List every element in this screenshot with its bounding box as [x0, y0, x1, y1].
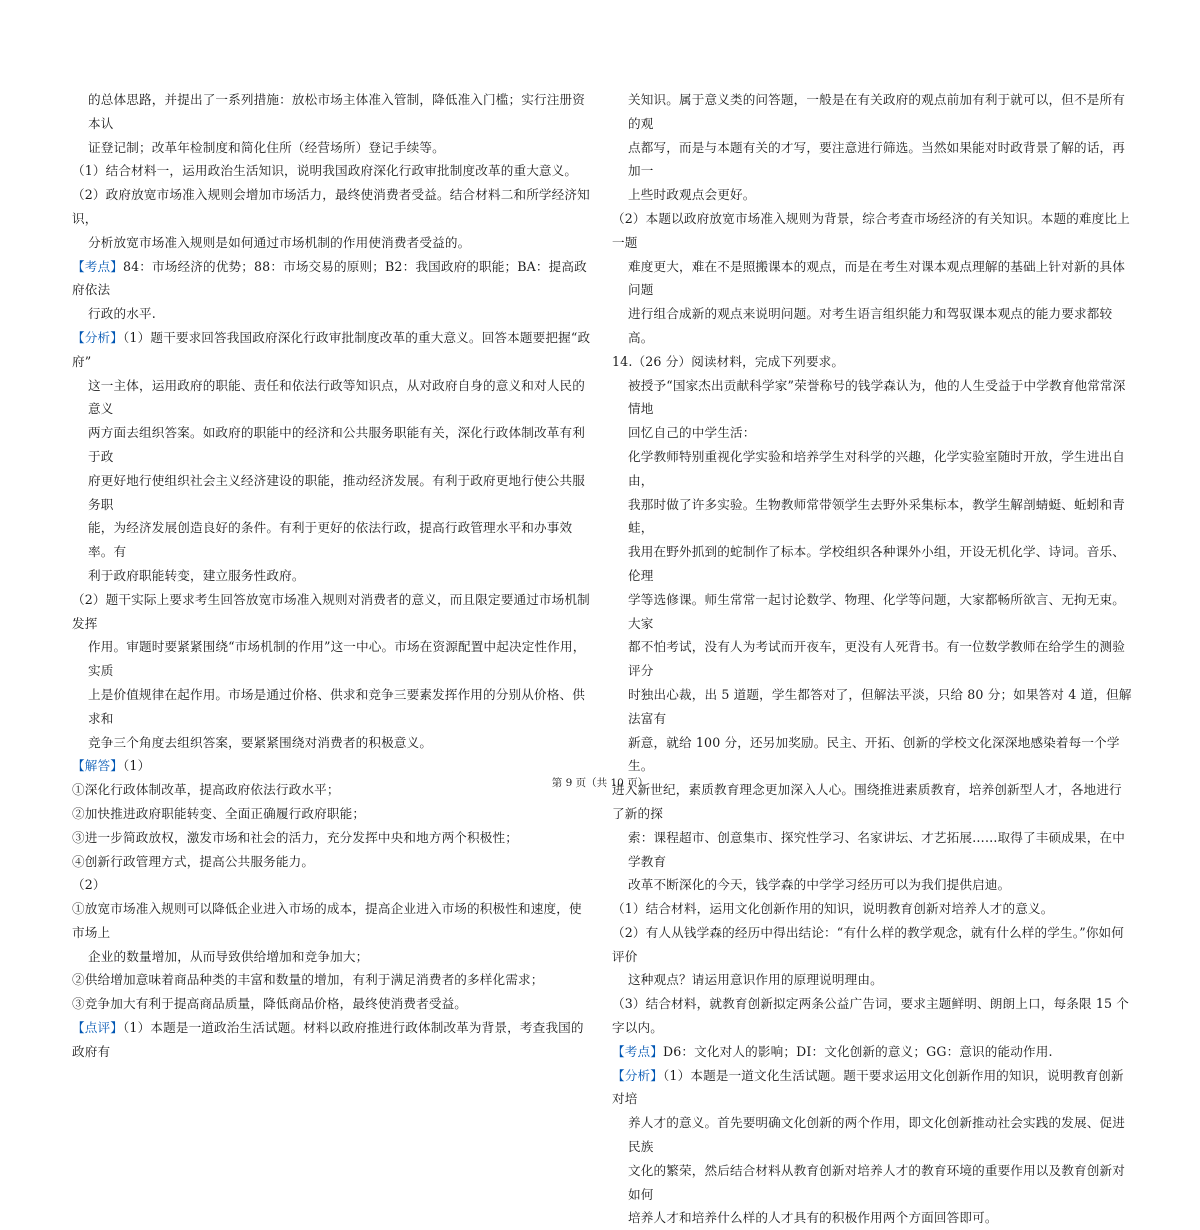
- text-line: [72, 945, 592, 969]
- line-text: 新意，就给 100 分，还另加奖励。民主、开拓、创新的学校文化深深地感染着每一个学生。: [628, 734, 1120, 774]
- line-text: 企业的数量增加，从而导致供给增加和竞争加大；: [88, 948, 369, 964]
- line-text: 14.（26 分）阅读材料，完成下列要求。: [612, 353, 845, 369]
- text-line: [72, 516, 592, 564]
- text-line: [72, 255, 592, 303]
- line-text: （1）结合材料，运用文化创新作用的知识，说明教育创新对培养人才的意义。: [612, 901, 1054, 917]
- text-line: [612, 421, 1132, 445]
- section-label: 【解答】: [72, 758, 123, 774]
- text-line: [72, 873, 592, 897]
- text-line: [72, 469, 592, 517]
- text-line: [612, 897, 1132, 921]
- line-text: 竞争三个角度去组织答案，要紧紧围绕对消费者的积极意义。: [88, 734, 433, 750]
- line-text: 府更好地行使组织社会主义经济建设的职能，推动经济发展。有利于政府更地行使公共服务职: [88, 472, 586, 512]
- text-line: [612, 968, 1132, 992]
- text-line: [612, 88, 1132, 136]
- text-line: [72, 1016, 592, 1064]
- line-text: 两方面去组织答案。如政府的职能中的经济和公共服务职能有关，深化行政体制改革有利于政: [88, 425, 586, 464]
- text-line: [72, 992, 592, 1016]
- line-text: 作用。审题时要紧紧围绕“市场机制的作用”这一中心。市场在资源配置中起决定性作用，实质: [88, 639, 586, 679]
- text-line: [72, 374, 592, 422]
- line-text: 点都写，而是与本题有关的才写，要注意进行筛选。当然如果能对时政背景了解的话，再加一: [628, 139, 1126, 179]
- line-text: 分析放宽市场准入规则是如何通过市场机制的作用使消费者受益的。: [88, 234, 471, 250]
- line-text: 关知识。属于意义类的问答题，一般是在有关政府的观点前加有利于就可以，但不是所有的观: [628, 92, 1126, 131]
- line-text: 养人才的意义。首先要明确文化创新的两个作用，即文化创新推动社会实践的发展、促进民族: [628, 1115, 1126, 1155]
- section-label: 【分析】: [72, 329, 123, 345]
- text-line: [612, 350, 1132, 374]
- line-text: 上些时政观点会更好。: [628, 187, 756, 203]
- text-line: [612, 445, 1132, 493]
- line-text: 回忆自己的中学生活：: [628, 425, 756, 441]
- text-line: [72, 683, 592, 731]
- text-line: [72, 231, 592, 255]
- text-line: [612, 207, 1132, 255]
- section-label: 【分析】: [612, 1067, 663, 1083]
- line-text: （2）本题以政府放宽市场准入规则为背景，综合考查市场经济的有关知识。本题的难度比上一题: [612, 210, 1130, 250]
- left-column: [72, 88, 592, 1064]
- right-column: [612, 88, 1132, 1230]
- line-text: ③竞争加大有利于提高商品质量，降低商品价格，最终使消费者受益。: [72, 996, 468, 1012]
- text-line: [612, 1206, 1132, 1230]
- text-line: [612, 683, 1132, 731]
- line-text: 索：课程超市、创意集市、探究性学习、名家讲坛、才艺拓展……取得了丰硕成果，在中学教育: [628, 829, 1126, 869]
- line-text: ③进一步简政放权，激发市场和社会的活力，充分发挥中央和地方两个积极性；: [72, 829, 519, 845]
- text-line: [612, 921, 1132, 969]
- text-line: [72, 88, 592, 136]
- line-text: 时独出心裁，出 5 道题，学生都答对了，但解法平淡，只给 80 分；如果答对 4 道，但解法富有: [628, 686, 1132, 726]
- text-line: [72, 183, 592, 231]
- line-text: ①深化行政体制改革，提高政府依法行政水平；: [72, 782, 340, 798]
- text-line: [72, 850, 592, 874]
- line-text: （1）题干要求回答我国政府深化行政审批制度改革的重大意义。回答本题要把握“政府”: [72, 329, 591, 369]
- text-line: [72, 421, 592, 469]
- text-line: [612, 1040, 1132, 1064]
- line-text: D6：文化对人的影响；DI：文化创新的意义；GG：意识的能动作用.: [662, 1043, 1053, 1059]
- text-line: [612, 374, 1132, 422]
- text-line: [72, 968, 592, 992]
- text-line: [72, 136, 592, 160]
- text-line: [72, 635, 592, 683]
- line-text: 进行组合成新的观点来说明问题。对考生语言组织能力和驾驭课本观点的能力要求都较高。: [628, 306, 1113, 345]
- line-text: （1）结合材料一，运用政治生活知识，说明我国政府深化行政审批制度改革的重大意义。: [72, 163, 578, 179]
- line-text: ②加快推进政府职能转变、全面正确履行政府职能；: [72, 805, 366, 821]
- line-text: （2）题干实际上要求考生回答放宽市场准入规则对消费者的意义，而且限定要通过市场机制发挥: [72, 591, 590, 631]
- line-text: 培养人才和培养什么样的人才具有的积极作用两个方面回答即可。: [628, 1210, 998, 1226]
- text-line: [72, 564, 592, 588]
- line-text: （1）: [122, 758, 151, 774]
- text-line: [612, 1111, 1132, 1159]
- line-text: 利于政府职能转变，建立服务性政府。: [88, 567, 305, 583]
- text-line: [72, 326, 592, 374]
- line-text: 的总体思路，并提出了一系列措施：放松市场主体准入管制，降低准入门槛；实行注册资本认: [88, 92, 586, 131]
- text-line: [612, 136, 1132, 184]
- line-text: （2）政府放宽市场准入规则会增加市场活力，最终使消费者受益。结合材料二和所学经济知识，: [72, 187, 590, 226]
- text-line: [72, 802, 592, 826]
- line-text: ①放宽市场准入规则可以降低企业进入市场的成本，提高企业进入市场的积极性和速度，使市场上: [72, 901, 582, 940]
- text-line: [612, 302, 1132, 350]
- page-footer: 第 9 页（共 10 页）: [551, 777, 649, 789]
- text-line: [612, 540, 1132, 588]
- text-line: [612, 635, 1132, 683]
- text-line: [612, 1159, 1132, 1207]
- text-line: [612, 1064, 1132, 1112]
- line-text: 我用在野外抓到的蛇制作了标本。学校组织各种课外小组，开设无机化学、诗词。音乐、伦理: [628, 544, 1126, 583]
- line-text: 都不怕考试，没有人为考试而开夜车，更没有人死背书。有一位数学教师在给学生的测验评分: [628, 639, 1126, 679]
- line-text: （1）本题是一道文化生活试题。题干要求运用文化创新作用的知识，说明教育创新对培: [612, 1067, 1124, 1107]
- section-label: 【考点】: [72, 258, 123, 274]
- text-line: [612, 588, 1132, 636]
- line-text: （2）: [72, 877, 106, 893]
- line-text: 进入新世纪，素质教育理念更加深入人心。围绕推进素质教育，培养创新型人才，各地进行了新的探: [612, 782, 1122, 821]
- text-line: [72, 826, 592, 850]
- line-text: 证登记制；改革年检制度和简化住所（经营场所）登记手续等。: [88, 139, 445, 155]
- text-line: [72, 588, 592, 636]
- text-line: [612, 255, 1132, 303]
- line-text: （1）本题是一道政治生活试题。材料以政府推进行政体制改革为背景，考查我国的政府有: [72, 1020, 584, 1059]
- line-text: 我那时做了许多实验。生物教师常带领学生去野外采集标本，教学生解剖蜻蜓、蚯蚓和青蛙，: [628, 496, 1126, 536]
- line-text: ②供给增加意味着商品种类的丰富和数量的增加，有利于满足消费者的多样化需求；: [72, 972, 544, 988]
- text-line: [72, 302, 592, 326]
- text-line: [72, 897, 592, 945]
- section-label: 【点评】: [72, 1020, 123, 1036]
- line-text: 难度更大，难在不是照搬课本的观点，而是在考生对课本观点理解的基础上针对新的具体问题: [628, 258, 1126, 298]
- text-line: [612, 493, 1132, 541]
- text-line: [612, 873, 1132, 897]
- section-label: 【考点】: [612, 1043, 663, 1059]
- line-text: 这一主体，运用政府的职能、责任和依法行政等知识点，从对政府自身的意义和对人民的意义: [88, 377, 586, 417]
- line-text: 改革不断深化的今天，钱学森的中学学习经历可以为我们提供启迪。: [628, 877, 1011, 893]
- line-text: 这种观点？请运用意识作用的原理说明理由。: [628, 972, 883, 988]
- line-text: 上是价值规律在起作用。市场是通过价格、供求和竞争三要素发挥作用的分别从价格、供求和: [88, 686, 586, 726]
- line-text: 化学教师特别重视化学实验和培养学生对科学的兴趣，化学实验室随时开放，学生进出自由，: [628, 448, 1126, 488]
- line-text: 能，为经济发展创造良好的条件。有利于更好的依法行政，提高行政管理水平和办事效率。有: [88, 520, 573, 560]
- text-line: [612, 826, 1132, 874]
- line-text: （2）有人从钱学森的经历中得出结论：“有什么样的教学观念，就有什么样的学生。”你如何评价: [612, 924, 1125, 964]
- line-text: 被授予“国家杰出贡献科学家”荣誉称号的钱学森认为，他的人生受益于中学教育他常常深情地: [628, 377, 1126, 417]
- line-text: （3）结合材料，就教育创新拟定两条公益广告词，要求主题鲜明、朗朗上口，每条限 15 个字以内。: [612, 996, 1130, 1036]
- line-text: ④创新行政管理方式，提高公共服务能力。: [72, 853, 315, 869]
- text-line: [72, 159, 592, 183]
- line-text: 文化的繁荣，然后结合材料从教育创新对培养人才的教育环境的重要作用以及教育创新对如何: [628, 1162, 1126, 1202]
- text-line: [72, 731, 592, 755]
- text-line: [612, 992, 1132, 1040]
- line-text: 学等选修课。师生常常一起讨论数学、物理、化学等问题，大家都畅所欲言、无拘无束。大家: [628, 591, 1126, 631]
- line-text: 行政的水平.: [88, 306, 156, 322]
- text-line: [612, 183, 1132, 207]
- line-text: 84：市场经济的优势；88：市场交易的原则；B2：我国政府的职能；BA：提高政府依法: [72, 258, 587, 298]
- text-line: [612, 731, 1132, 779]
